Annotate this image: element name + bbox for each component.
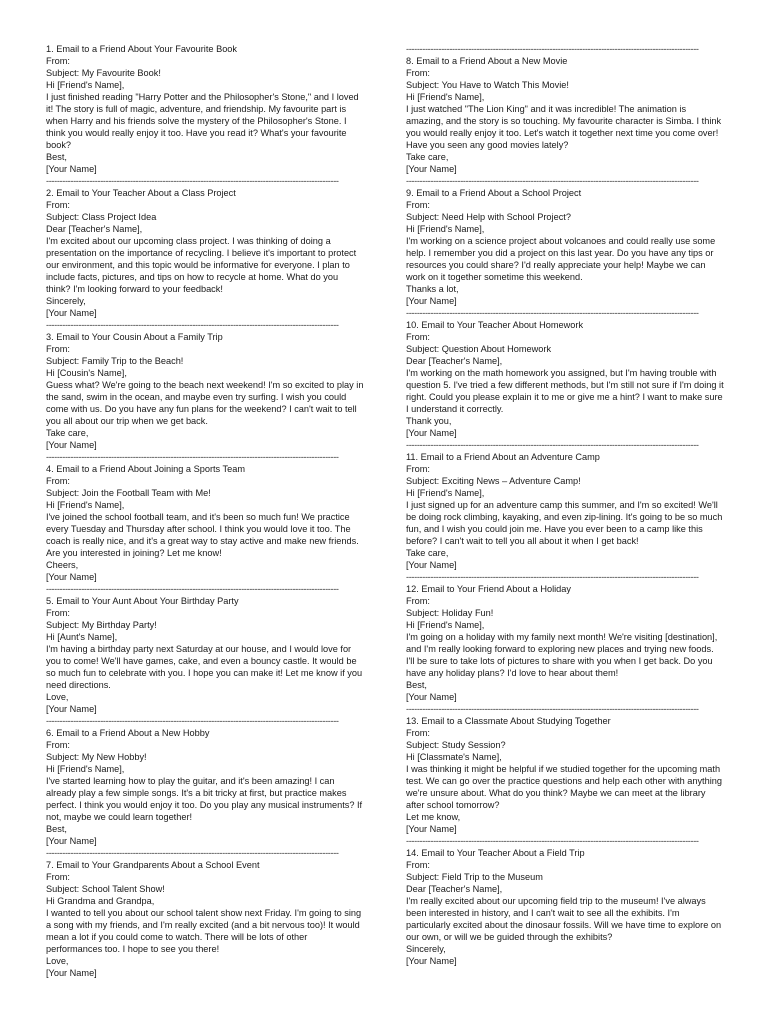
- email-body: I'm having a birthday party next Saturday at our house, and I would love for you to come! We'll have games, cake, and even a bouncy castle. It would be so much fun to celebrate with you. I hope you can make it! Let me know if you need directions.: [46, 644, 363, 690]
- email-from: From:: [406, 200, 430, 210]
- email-signature: [Your Name]: [406, 692, 457, 702]
- email-greeting: Hi Grandma and Grandpa,: [46, 896, 155, 906]
- email-closing: Cheers,: [46, 560, 79, 570]
- email-greeting: Hi [Friend's Name],: [406, 488, 485, 498]
- email-13: [406, 715, 724, 835]
- email-title: 10. Email to Your Teacher About Homework: [406, 320, 584, 330]
- separator-line: ------------------------------------------------------------------------------------------------------------: [406, 440, 699, 450]
- email-9: [406, 187, 724, 307]
- email-signature: [Your Name]: [406, 824, 457, 834]
- email-body: I'm working on the math homework you assigned, but I'm having trouble with question 5. I've tried a few different methods, but I'm still not sure if I'm doing it right. Could you please explain it to me or give me a hint? I want to make sure I understand it correctly.: [406, 368, 724, 414]
- email-greeting: Dear [Teacher's Name],: [46, 224, 143, 234]
- email-from: From:: [406, 332, 430, 342]
- email-title: 1. Email to a Friend About Your Favourite Book: [46, 44, 238, 54]
- email-subject: Subject: You Have to Watch This Movie!: [406, 80, 569, 90]
- email-subject: Subject: My Favourite Book!: [46, 68, 161, 78]
- email-subject: Subject: Need Help with School Project?: [406, 212, 571, 222]
- email-subject: Subject: Class Project Idea: [46, 212, 157, 222]
- email-title: 11. Email to a Friend About an Adventure Camp: [406, 452, 600, 462]
- email-signature: [Your Name]: [406, 428, 457, 438]
- email-subject: Subject: My Birthday Party!: [46, 620, 157, 630]
- email-signature: [Your Name]: [406, 956, 457, 966]
- email-closing: Take care,: [46, 428, 89, 438]
- email-closing: Thank you,: [406, 416, 452, 426]
- email-closing: Best,: [406, 680, 427, 690]
- email-from: From:: [46, 200, 70, 210]
- email-closing: Love,: [46, 956, 69, 966]
- separator-line: ------------------------------------------------------------------------------------------------------------: [46, 320, 339, 330]
- email-body: I just signed up for an adventure camp this summer, and I'm so excited! We'll be doing rock climbing, kayaking, and even zip-lining. It's going to be so much fun, and I wish you could join me. Have you ever been to a camp like this before? I can't wait to tell you all about it when I get back!: [406, 500, 723, 546]
- email-title: 14. Email to Your Teacher About a Field Trip: [406, 848, 585, 858]
- email-title: 6. Email to a Friend About a New Hobby: [46, 728, 210, 738]
- email-greeting: Dear [Teacher's Name],: [406, 884, 503, 894]
- email-8: [406, 55, 724, 175]
- separator-line: ------------------------------------------------------------------------------------------------------------: [406, 44, 699, 54]
- separator-line: ------------------------------------------------------------------------------------------------------------: [406, 836, 699, 846]
- email-closing: Take care,: [406, 152, 449, 162]
- email-from: From:: [46, 608, 70, 618]
- email-title: 12. Email to Your Friend About a Holiday: [406, 584, 571, 594]
- email-signature: [Your Name]: [406, 164, 457, 174]
- email-title: 9. Email to a Friend About a School Project: [406, 188, 582, 198]
- email-body: I've joined the school football team, and it's been so much fun! We practice every Tuesday and Thursday after school. I think you would love it too. The coach is really nice, and it's a great way to stay active and make new friends. Are you interested in joining? Let me know!: [46, 512, 359, 558]
- email-greeting: Hi [Friend's Name],: [406, 92, 485, 102]
- email-signature: [Your Name]: [406, 560, 457, 570]
- email-greeting: Hi [Friend's Name],: [46, 764, 125, 774]
- email-14: [406, 847, 724, 967]
- email-from: From:: [406, 464, 430, 474]
- email-subject: Subject: Study Session?: [406, 740, 506, 750]
- email-subject: Subject: School Talent Show!: [46, 884, 165, 894]
- email-from: From:: [46, 56, 70, 66]
- separator-line: ------------------------------------------------------------------------------------------------------------: [406, 308, 699, 318]
- email-greeting: Hi [Friend's Name],: [406, 224, 485, 234]
- email-greeting: Hi [Classmate's Name],: [406, 752, 502, 762]
- separator-line: ------------------------------------------------------------------------------------------------------------: [406, 704, 699, 714]
- email-body: I just finished reading "Harry Potter and the Philosopher's Stone," and I loved it! The story is full of magic, adventure, and friendship. My favourite part is when Harry and his friends solve the mystery of the Philosopher's Stone. I think you would really enjoy it too. Have you read it? What's your favourite book?: [46, 92, 359, 150]
- email-greeting: Hi [Cousin's Name],: [46, 368, 127, 378]
- email-10: [406, 319, 724, 439]
- email-closing: Love,: [46, 692, 69, 702]
- email-signature: [Your Name]: [46, 968, 97, 978]
- email-signature: [Your Name]: [46, 308, 97, 318]
- email-closing: Best,: [46, 152, 67, 162]
- email-body: I've started learning how to play the guitar, and it's been amazing! I can already play a few simple songs. It's a bit tricky at first, but practice makes perfect. I think you would enjoy it too. Do you play any musical instruments? If not, maybe we could learn together!: [46, 776, 363, 822]
- right-column: [406, 43, 724, 967]
- separator-line: ------------------------------------------------------------------------------------------------------------: [46, 452, 339, 462]
- email-body: I wanted to tell you about our school talent show next Friday. I'm going to sing a song with my friends, and I'm really excited (and a bit nervous too)! It would mean a lot if you could come to watch. There will be lots of other performances too. I hope to see you there!: [46, 908, 362, 954]
- email-3: [46, 331, 364, 451]
- email-title: 8. Email to a Friend About a New Movie: [406, 56, 568, 66]
- email-signature: [Your Name]: [46, 572, 97, 582]
- separator-line: ------------------------------------------------------------------------------------------------------------: [46, 584, 339, 594]
- separator-line: ------------------------------------------------------------------------------------------------------------: [46, 176, 339, 186]
- email-1: [46, 43, 364, 175]
- email-subject: Subject: Question About Homework: [406, 344, 552, 354]
- email-title: 5. Email to Your Aunt About Your Birthday Party: [46, 596, 239, 606]
- email-signature: [Your Name]: [406, 296, 457, 306]
- email-from: From:: [406, 596, 430, 606]
- email-body: I'm going on a holiday with my family next month! We're visiting [destination], and I'm really looking forward to exploring new places and trying new foods. I'll be sure to take lots of pictures to share with you when I get back. Do you have any holiday plans? I'd love to hear about them!: [406, 632, 718, 678]
- email-7: [46, 859, 364, 979]
- email-closing: Sincerely,: [46, 296, 86, 306]
- email-subject: Subject: Holiday Fun!: [406, 608, 494, 618]
- email-closing: Let me know,: [406, 812, 461, 822]
- separator-line: ------------------------------------------------------------------------------------------------------------: [406, 572, 699, 582]
- email-signature: [Your Name]: [46, 440, 97, 450]
- email-closing: Thanks a lot,: [406, 284, 459, 294]
- email-title: 4. Email to a Friend About Joining a Sports Team: [46, 464, 246, 474]
- email-greeting: Hi [Aunt's Name],: [46, 632, 118, 642]
- email-body: I was thinking it might be helpful if we studied together for the upcoming math test. We can go over the practice questions and help each other with anything we're unsure about. What do you think? Maybe we can meet at the library after school tomorrow?: [406, 764, 722, 810]
- email-body: I'm really excited about our upcoming field trip to the museum! I've always been interested in history, and I can't wait to see all the exhibits. I'm particularly excited about the dinosaur fossils. Will we have time to explore on our own, or will we be guided through the exhibits?: [406, 896, 722, 942]
- email-from: From:: [46, 740, 70, 750]
- email-greeting: Hi [Friend's Name],: [46, 80, 125, 90]
- separator-line: ------------------------------------------------------------------------------------------------------------: [406, 176, 699, 186]
- email-title: 7. Email to Your Grandparents About a School Event: [46, 860, 260, 870]
- email-12: [406, 583, 724, 703]
- email-6: [46, 727, 364, 847]
- email-signature: [Your Name]: [46, 836, 97, 846]
- email-body: I'm excited about our upcoming class project. I was thinking of doing a presentation on the importance of recycling. I believe it's important to protect our environment, and this topic would be informative for everyone. I plan to include facts, pictures, and tips on how to recycle at home. What do you think? I'm looking forward to your feedback!: [46, 236, 357, 294]
- email-5: [46, 595, 364, 715]
- email-closing: Best,: [46, 824, 67, 834]
- email-from: From:: [406, 728, 430, 738]
- email-subject: Subject: Exciting News – Adventure Camp!: [406, 476, 581, 486]
- email-2: [46, 187, 364, 319]
- email-from: From:: [406, 860, 430, 870]
- email-closing: Sincerely,: [406, 944, 446, 954]
- email-4: [46, 463, 364, 583]
- email-title: 2. Email to Your Teacher About a Class Project: [46, 188, 236, 198]
- email-subject: Subject: Family Trip to the Beach!: [46, 356, 184, 366]
- separator-line: ------------------------------------------------------------------------------------------------------------: [46, 848, 339, 858]
- email-body: I'm working on a science project about volcanoes and could really use some help. I remember you did a project on this last year. Do you have any tips or resources you could share? I'd really appreciate your help! Maybe we can work on it together sometime this weekend.: [406, 236, 716, 282]
- email-title: 3. Email to Your Cousin About a Family Trip: [46, 332, 223, 342]
- email-from: From:: [46, 872, 70, 882]
- email-title: 13. Email to a Classmate About Studying Together: [406, 716, 611, 726]
- email-from: From:: [46, 344, 70, 354]
- email-body: I just watched "The Lion King" and it was incredible! The animation is amazing, and the story is so touching. My favourite character is Simba. I think you would really enjoy it too. Let's watch it together next time you come over! Have you seen any good movies lately?: [406, 104, 722, 150]
- email-from: From:: [406, 68, 430, 78]
- email-signature: [Your Name]: [46, 704, 97, 714]
- email-body: Guess what? We're going to the beach next weekend! I'm so excited to play in the sand, swim in the ocean, and maybe even try surfing. I wish you could come with us. Do you have any fun plans for the weekend? I can't wait to tell you all about our trip when we get back.: [46, 380, 364, 426]
- email-subject: Subject: Join the Football Team with Me!: [46, 488, 211, 498]
- email-closing: Take care,: [406, 548, 449, 558]
- left-column: [46, 43, 364, 979]
- email-from: From:: [46, 476, 70, 486]
- email-subject: Subject: My New Hobby!: [46, 752, 147, 762]
- separator-line: ------------------------------------------------------------------------------------------------------------: [46, 716, 339, 726]
- email-subject: Subject: Field Trip to the Museum: [406, 872, 543, 882]
- email-greeting: Hi [Friend's Name],: [46, 500, 125, 510]
- email-11: [406, 451, 724, 571]
- email-signature: [Your Name]: [46, 164, 97, 174]
- email-greeting: Dear [Teacher's Name],: [406, 356, 503, 366]
- email-greeting: Hi [Friend's Name],: [406, 620, 485, 630]
